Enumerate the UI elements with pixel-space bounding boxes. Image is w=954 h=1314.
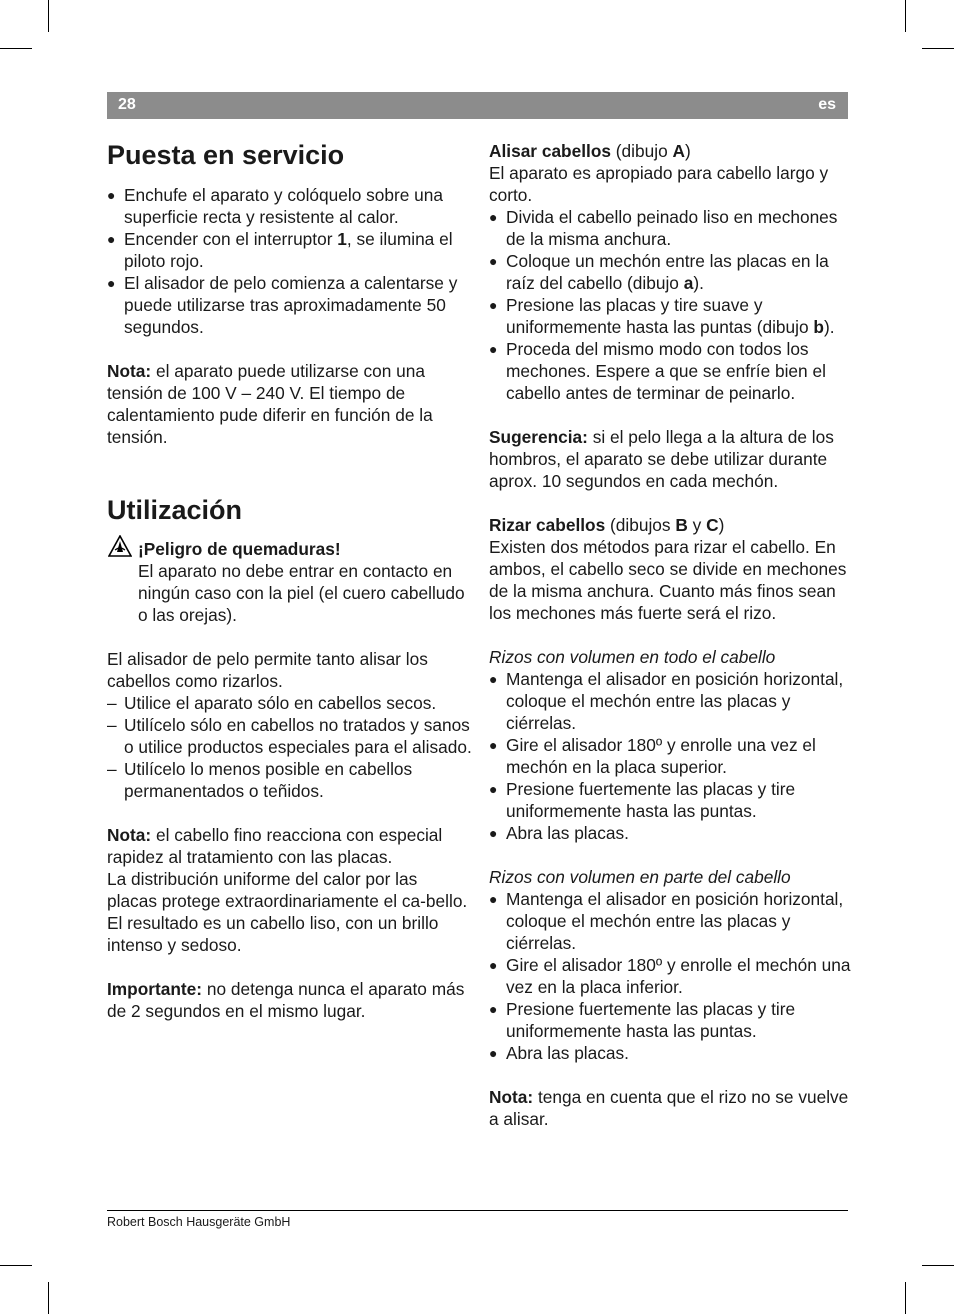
list-item: ● Abra las placas. [489,822,851,844]
alisar-heading: Alisar cabellos (dibujo A) [489,141,691,161]
crop-mark [905,1282,906,1314]
list-item: ● Presione fuertemente las placas y tire uniformemente hasta las puntas. [489,998,851,1042]
note-voltage: Nota: el aparato puede utilizarse con una tensión de 100 V – 240 V. El tiempo de calentamiento pude diferir en función de la tensión. [107,361,433,447]
sub1-bullet-list [489,668,851,844]
list-item: ● Encender con el interruptor 1, se ilumina el piloto rojo. [107,228,472,272]
list-item: ● Mantenga el alisador en posición horizontal, coloque el mechón entre las placas y ciérrelas. [489,888,851,954]
subsection-title-full: Rizos con volumen en todo el cabello [489,647,776,667]
important-note: Importante: no detenga nunca el aparato más de 2 segundos en el mismo lugar. [107,979,465,1021]
note-fine-hair-2: La distribución uniforme del calor por las placas protege extraordinariamente el ca-bello. [107,869,468,911]
crop-mark [922,48,954,49]
language-code: es [818,96,836,113]
list-item: ● Gire el alisador 180º y enrolle una vez el mechón en la placa superior. [489,734,851,778]
list-item: – Utilícelo sólo en cabellos no tratados y sanos o utilice productos especiales para el alisado. [107,714,472,758]
footer-company: Robert Bosch Hausgeräte GmbH [107,1215,291,1229]
warning-text: El aparato no debe entrar en contacto en ningún caso con la piel (el cuero cabelludo o las orejas). [138,561,465,625]
section-title-utilizacion: Utilización [107,495,243,525]
warning-title: ¡Peligro de quemaduras! [138,539,341,559]
crop-mark [0,48,32,49]
page-header-bar [107,92,848,119]
list-item: – Utilícelo lo menos posible en cabellos permanentados o teñidos. [107,758,472,802]
usage-dash-list [107,692,472,802]
crop-mark [922,1265,954,1266]
crop-mark [48,0,49,32]
list-item: – Utilice el aparato sólo en cabellos secos. [107,692,472,714]
sugerencia-note: Sugerencia: si el pelo llega a la altura de los hombros, el aparato se debe utilizar durante aprox. 10 segundos en cada mechón. [489,427,834,491]
warning-triangle-icon [108,535,132,557]
list-item: ● Presione fuertemente las placas y tire uniformemente hasta las puntas. [489,778,851,822]
rizar-intro: Existen dos métodos para rizar el cabello. En ambos, el cabello seco se divide en mechones de la misma anchura. Cuanto más finos sean los mechones más fuerte será el rizo. [489,537,847,623]
crop-mark [0,1265,32,1266]
list-item: ● Proceda del mismo modo con todos los mechones. Espere a que se enfríe bien el cabello antes de terminar de peinarlo. [489,338,851,404]
footer-divider [107,1210,848,1211]
crop-mark [905,0,906,32]
list-item: ● Abra las placas. [489,1042,851,1064]
setup-bullet-list [107,184,472,338]
subsection-title-partial: Rizos con volumen en parte del cabello [489,867,791,887]
list-item: ● Presione las placas y tire suave y uniformemente hasta las puntas (dibujo b). [489,294,851,338]
left-column [107,140,472,1022]
note-fine-hair-3: El resultado es un cabello liso, con un brillo intenso y sedoso. [107,913,439,955]
right-column [489,140,851,1130]
sub2-bullet-list [489,888,851,1064]
rizar-heading: Rizar cabellos (dibujos B y C) [489,515,725,535]
list-item: ● Coloque un mechón entre las placas en la raíz del cabello (dibujo a). [489,250,851,294]
list-item: ● Divida el cabello peinado liso en mechones de la misma anchura. [489,206,851,250]
list-item: ● Mantenga el alisador en posición horizontal, coloque el mechón entre las placas y ciérrelas. [489,668,851,734]
list-item: ● Enchufe el aparato y colóquelo sobre una superficie recta y resistente al calor. [107,184,472,228]
page-number: 28 [118,96,136,113]
note-fine-hair: Nota: el cabello fino reacciona con especial rapidez al tratamiento con las placas. [107,825,443,867]
list-item: ● El alisador de pelo comienza a calentarse y puede utilizarse tras aproximadamente 50 segundos. [107,272,472,338]
alisar-bullet-list [489,206,851,404]
list-item: ● Gire el alisador 180º y enrolle el mechón una vez en la placa inferior. [489,954,851,998]
burn-warning [107,538,472,626]
usage-intro: El alisador de pelo permite tanto alisar los cabellos como rizarlos. [107,649,428,691]
section-title-puesta: Puesta en servicio [107,140,345,170]
alisar-intro: El aparato es apropiado para cabello largo y corto. [489,163,829,205]
crop-mark [48,1282,49,1314]
note-curl: Nota: tenga en cuenta que el rizo no se vuelve a alisar. [489,1087,849,1129]
